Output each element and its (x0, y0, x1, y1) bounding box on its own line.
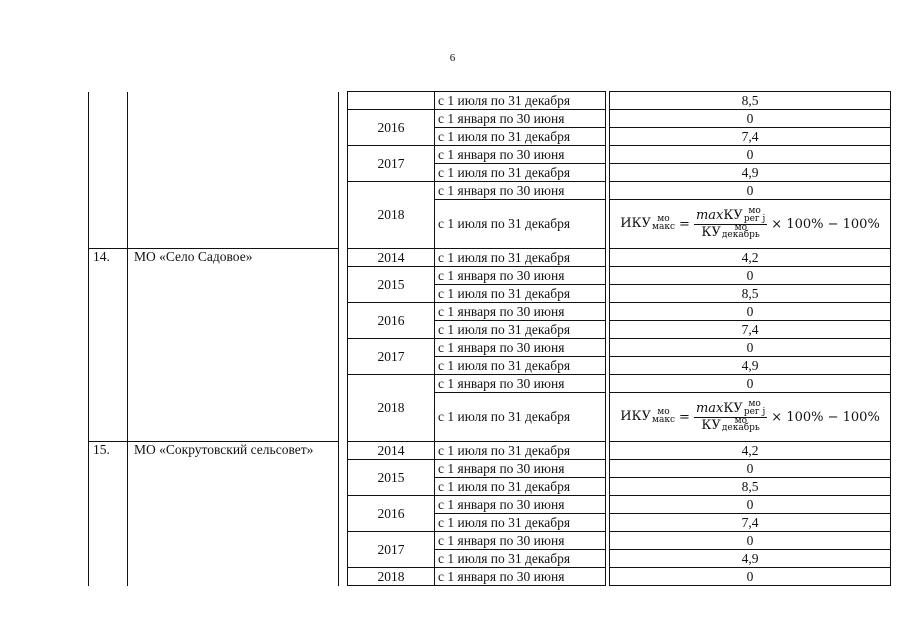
table-row (89, 92, 891, 110)
year-cell: 2015 (348, 460, 435, 496)
value-cell: 0 (610, 267, 891, 285)
value-cell: 7,4 (610, 514, 891, 532)
period-cell: с 1 июля по 31 декабря (435, 357, 606, 375)
value-cell (610, 393, 891, 442)
period-cell: с 1 июля по 31 декабря (435, 285, 606, 303)
period-cell: с 1 июля по 31 декабря (435, 200, 606, 249)
value-cell: 4,9 (610, 357, 891, 375)
value-cell: 0 (610, 496, 891, 514)
year-cell: 2014 (348, 249, 435, 267)
year-cell: 2017 (348, 339, 435, 375)
period-cell: с 1 января по 30 июня (435, 532, 606, 550)
period-cell: с 1 января по 30 июня (435, 460, 606, 478)
period-cell: с 1 января по 30 июня (435, 110, 606, 128)
value-cell: 4,2 (610, 442, 891, 460)
value-cell: 0 (610, 303, 891, 321)
municipality-name (128, 92, 339, 249)
table-row (89, 249, 891, 267)
value-cell: 4,9 (610, 550, 891, 568)
period-cell: с 1 июля по 31 декабря (435, 550, 606, 568)
value-cell: 8,5 (610, 285, 891, 303)
formula-lhs: ИКУ мо макс (620, 214, 676, 232)
year-cell: 2017 (348, 146, 435, 182)
period-cell: с 1 июля по 31 декабря (435, 478, 606, 496)
period-cell: с 1 января по 30 июня (435, 375, 606, 393)
row-number (89, 92, 128, 249)
year-cell: 2018 (348, 375, 435, 442)
period-cell: с 1 июля по 31 декабря (435, 249, 606, 267)
period-cell: с 1 июля по 31 декабря (435, 321, 606, 339)
value-cell: 0 (610, 532, 891, 550)
period-cell: с 1 июля по 31 декабря (435, 442, 606, 460)
period-cell: с 1 января по 30 июня (435, 568, 606, 586)
period-cell: с 1 июля по 31 декабря (435, 128, 606, 146)
value-cell: 8,5 (610, 478, 891, 496)
year-cell: 2014 (348, 442, 435, 460)
value-cell: 0 (610, 460, 891, 478)
year-cell: 2015 (348, 267, 435, 303)
period-cell: с 1 января по 30 июня (435, 339, 606, 357)
year-cell (348, 92, 435, 110)
table-body (89, 92, 891, 586)
period-cell: с 1 июля по 31 декабря (435, 92, 606, 110)
value-cell: 7,4 (610, 321, 891, 339)
period-cell: с 1 января по 30 июня (435, 182, 606, 200)
year-cell: 2018 (348, 182, 435, 249)
value-cell: 7,4 (610, 128, 891, 146)
period-cell: с 1 июля по 31 декабря (435, 514, 606, 532)
period-cell: с 1 июля по 31 декабря (435, 164, 606, 182)
row-number: 15. (89, 442, 128, 586)
formula-fraction: maxКУ мо рег j КУ мо декабрь (695, 206, 766, 241)
value-cell: 4,9 (610, 164, 891, 182)
formula-lhs: ИКУ мо макс (620, 407, 676, 425)
period-cell: с 1 января по 30 июня (435, 303, 606, 321)
year-cell: 2016 (348, 110, 435, 146)
formula-fraction: maxКУ мо рег j КУ мо декабрь (695, 399, 766, 434)
value-cell: 8,5 (610, 92, 891, 110)
row-number: 14. (89, 249, 128, 442)
year-cell: 2018 (348, 568, 435, 586)
value-cell: 0 (610, 182, 891, 200)
value-cell: 0 (610, 146, 891, 164)
value-cell: 0 (610, 568, 891, 586)
value-cell (610, 200, 891, 249)
municipality-name: МО «Село Садовое» (128, 249, 339, 442)
period-cell: с 1 января по 30 июня (435, 267, 606, 285)
formula: ИКУ мо макс = maxКУ мо рег j КУ мо декабрь × 100% − 100% (620, 206, 880, 241)
year-cell: 2016 (348, 303, 435, 339)
page-number: 6 (449, 52, 456, 64)
period-cell: с 1 января по 30 июня (435, 496, 606, 514)
table-row (89, 442, 891, 460)
year-cell: 2016 (348, 496, 435, 532)
value-cell: 0 (610, 375, 891, 393)
value-cell: 0 (610, 339, 891, 357)
value-cell: 4,2 (610, 249, 891, 267)
year-cell: 2017 (348, 532, 435, 568)
municipality-name: МО «Сокрутовский сельсовет» (128, 442, 339, 586)
tariff-table (88, 91, 891, 586)
period-cell: с 1 января по 30 июня (435, 146, 606, 164)
formula: ИКУ мо макс = maxКУ мо рег j КУ мо декабрь × 100% − 100% (620, 399, 880, 434)
value-cell: 0 (610, 110, 891, 128)
period-cell: с 1 июля по 31 декабря (435, 393, 606, 442)
